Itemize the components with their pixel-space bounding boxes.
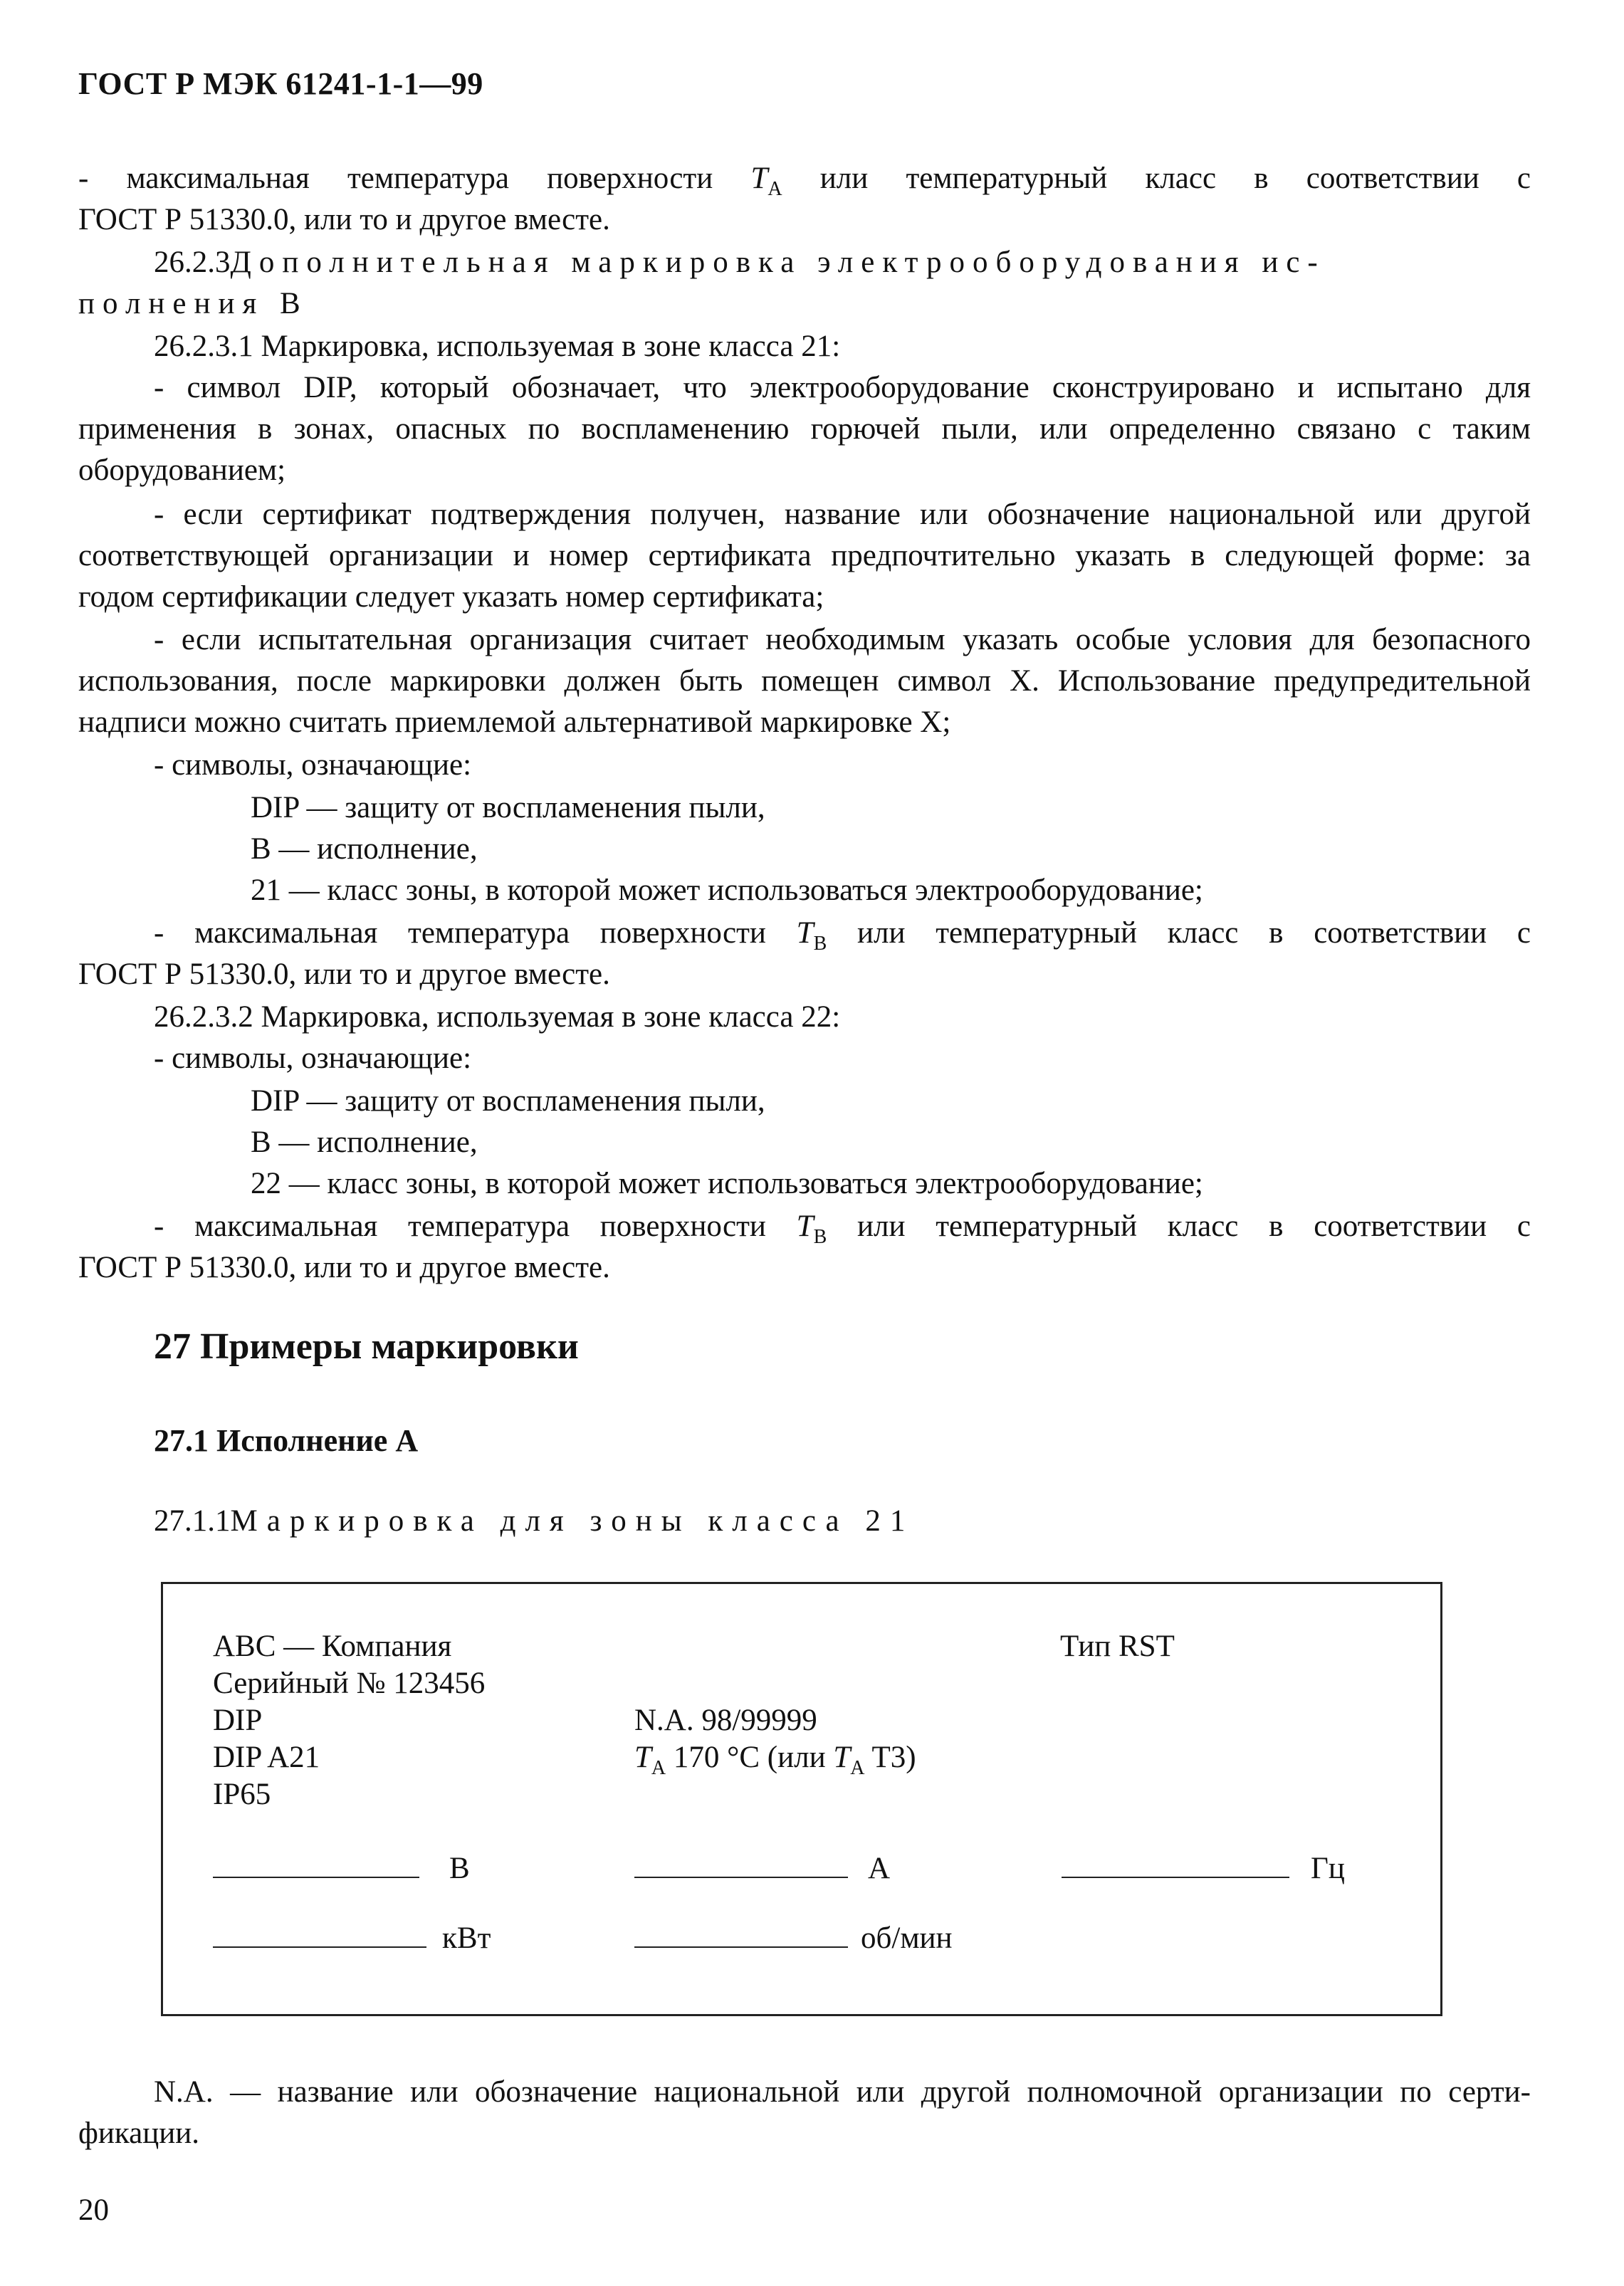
plate-serial: Серийный № 123456: [213, 1667, 486, 1700]
symbol-zone-21: 21 — класс зоны, в которой может использоваться электрооборудование;: [251, 874, 1203, 907]
symbol-dip-21: DIP — защиту от воспламенения пыли,: [251, 791, 765, 824]
paragraph-dip-line3: оборудованием;: [78, 453, 286, 487]
document-header: ГОСТ Р МЭК 61241-1-1—99: [78, 66, 483, 101]
clause-26-2-3-line1: 26.2.3Дополнительная маркировка электрооборудования ис-: [154, 246, 1326, 279]
plate-power-field: кВт: [213, 1920, 491, 1957]
current-blank: [634, 1854, 848, 1878]
speed-blank: [634, 1924, 848, 1948]
voltage-blank: [213, 1854, 419, 1878]
plate-dip: DIP: [213, 1704, 263, 1737]
symbols-intro-22: - символы, означающие:: [154, 1042, 472, 1075]
paragraph-max-temp-a-line2: ГОСТ Р 51330.0, или то и другое вместе.: [78, 203, 610, 236]
plate-dip-a21: DIP A21: [213, 1741, 320, 1774]
plate-cert-number: N.A. 98/99999: [634, 1704, 817, 1737]
plate-ip-rating: IP65: [213, 1778, 271, 1811]
paragraph-max-temp-b-22-line2: ГОСТ Р 51330.0, или то и другое вместе.: [78, 1251, 610, 1284]
plate-current-field: А: [634, 1850, 890, 1887]
symbols-intro-21: - символы, означающие:: [154, 748, 472, 782]
plate-temperature: $T_A$ 170 °C (или $T_A$ T3): [634, 1741, 916, 1779]
plate-company: АВС — Компания: [213, 1630, 452, 1663]
paragraph-special-line1: - если испытательная организация считает необходимым указать особые условия для безопасного: [154, 623, 1531, 656]
clause-26-2-3-line2: полнения В: [78, 287, 308, 320]
paragraph-max-temp-b-22-line1: - максимальная температура поверхности $T_B$ или температурный класс в соответствии с: [154, 1210, 1531, 1248]
page-number: 20: [78, 2193, 109, 2227]
clause-26-2-3-1: 26.2.3.1 Маркировка, используемая в зоне класса 21:: [154, 330, 841, 363]
section-heading-27: 27 Примеры маркировки: [154, 1326, 579, 1367]
marking-plate: [161, 1582, 1442, 2016]
plate-frequency-field: Гц: [1062, 1850, 1345, 1887]
paragraph-dip-line1: - символ DIP, который обозначает, что электрооборудование сконструировано и испытано для: [154, 371, 1531, 404]
paragraph-max-temp-b-21-line1: - максимальная температура поверхности $T_B$ или температурный класс в соответствии с: [154, 916, 1531, 955]
footnote-line2: фикации.: [78, 2117, 199, 2150]
paragraph-dip-line2: применения в зонах, опасных по воспламенению горючей пыли, или определенно связано с таким: [78, 412, 1531, 446]
symbol-zone-22: 22 — класс зоны, в которой может использоваться электрооборудование;: [251, 1167, 1203, 1200]
symbol-b-21: В — исполнение,: [251, 832, 478, 866]
paragraph-cert-line3: годом сертификации следует указать номер сертификата;: [78, 580, 824, 614]
frequency-blank: [1062, 1854, 1289, 1878]
symbol-b-22: В — исполнение,: [251, 1126, 478, 1159]
paragraph-special-line2: использования, после маркировки должен быть помещен символ X. Использование предупредительной: [78, 664, 1531, 698]
footnote-line1: N.A. — название или обозначение национальной или другой полномочной организации по серти-: [154, 2075, 1531, 2109]
paragraph-special-line3: надписи можно считать приемлемой альтернативой маркировке X;: [78, 706, 951, 739]
clause-26-2-3-2: 26.2.3.2 Маркировка, используемая в зоне класса 22:: [154, 1000, 841, 1034]
section-heading-27-1: 27.1 Исполнение А: [154, 1423, 419, 1458]
paragraph-cert-line1: - если сертификат подтверждения получен, название или обозначение национальной или другой: [154, 498, 1531, 531]
paragraph-max-temp-b-21-line2: ГОСТ Р 51330.0, или то и другое вместе.: [78, 958, 610, 991]
paragraph-max-temp-a-line1: - максимальная температура поверхности $T_A$ или температурный класс в соответствии с: [78, 162, 1531, 200]
plate-type: Тип RST: [1060, 1630, 1175, 1663]
section-heading-27-1-1: 27.1.1Маркировка для зоны класса 21: [154, 1504, 915, 1538]
symbol-dip-22: DIP — защиту от воспламенения пыли,: [251, 1084, 765, 1118]
paragraph-cert-line2: соответствующей организации и номер сертификата предпочтительно указать в следующей форме: за: [78, 539, 1531, 572]
power-blank: [213, 1924, 426, 1948]
plate-voltage-field: В: [213, 1850, 470, 1887]
plate-speed-field: об/мин: [634, 1920, 953, 1957]
